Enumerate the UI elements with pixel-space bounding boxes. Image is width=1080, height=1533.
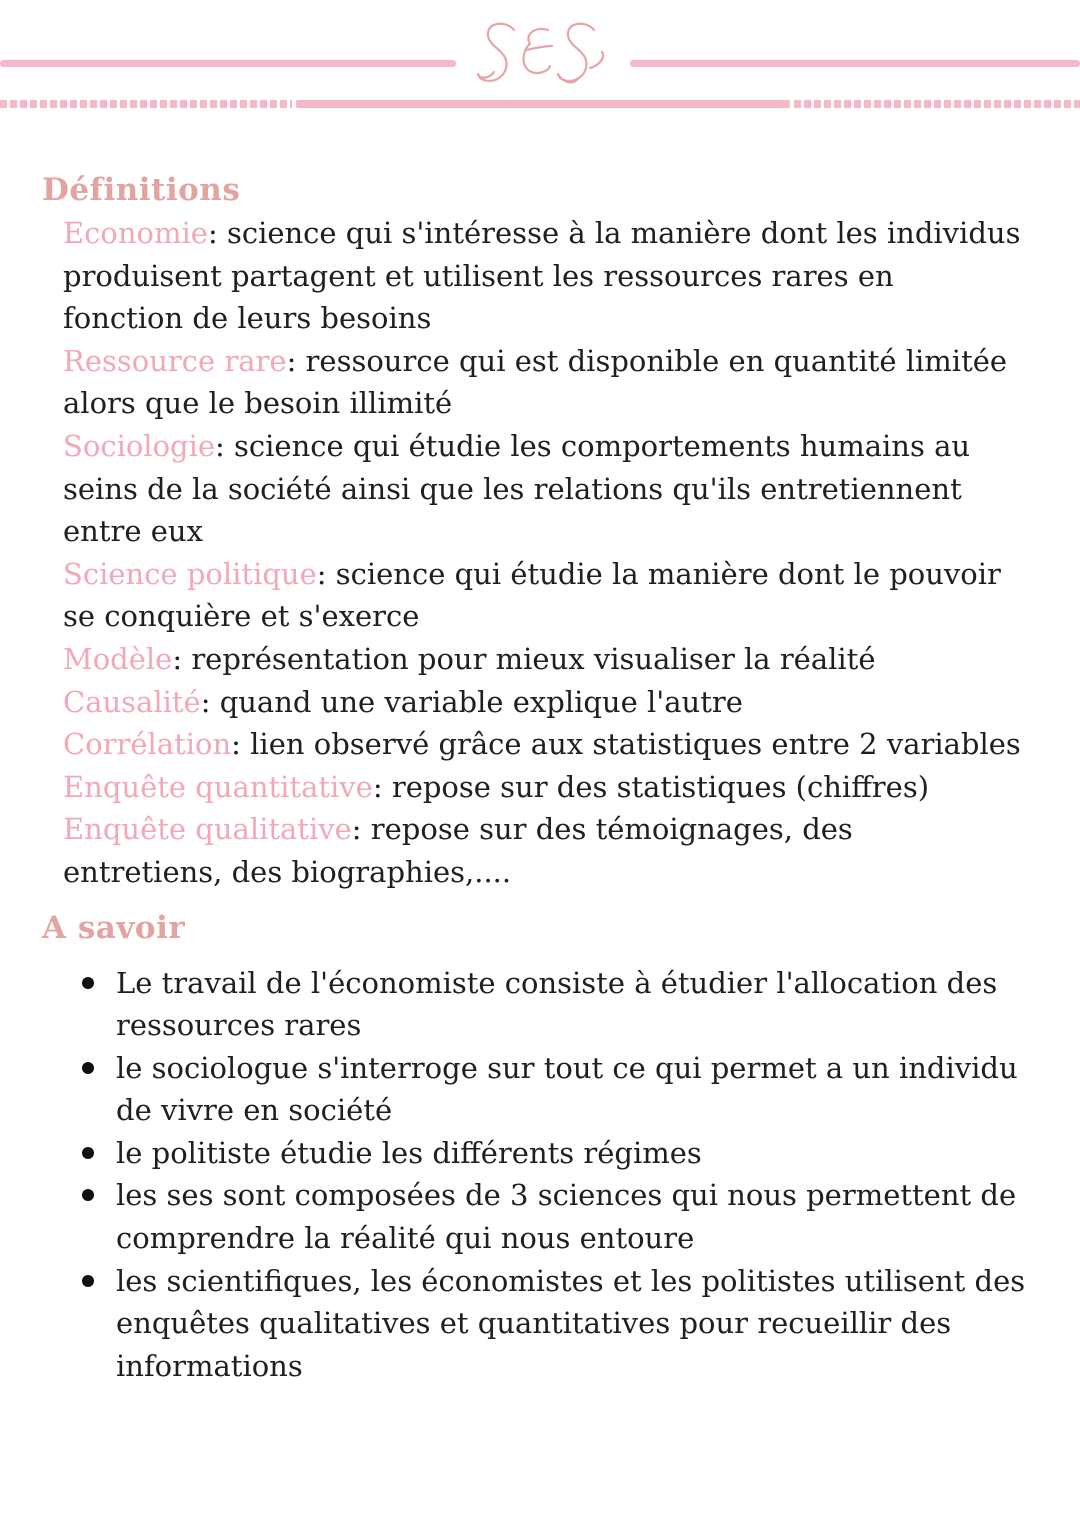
definition-text: : science qui étudie la manière dont le pouvoir se conquière et s'exerce xyxy=(63,556,1001,634)
bullet-icon xyxy=(82,977,94,989)
bullet-icon xyxy=(82,1147,94,1159)
definition-text: : représentation pour mieux visualiser la réalité xyxy=(172,641,876,676)
list-item-text: les ses sont composées de 3 sciences qui nous permettent de comprendre la réalité qui nous entoure xyxy=(116,1178,1017,1256)
definition-item xyxy=(63,723,1021,766)
definition-text: : science qui s'intéresse à la manière dont les individus produisent partagent et utilisent les ressources rares en fonction de leurs besoins xyxy=(63,216,1021,336)
definition-term: Enquête quantitative xyxy=(63,769,373,804)
list-item xyxy=(42,1260,1026,1388)
list-item-text: le politiste étudie les différents régimes xyxy=(116,1135,702,1170)
definition-item xyxy=(63,553,1021,638)
definition-text: : lien observé grâce aux statistiques entre 2 variables xyxy=(231,727,1021,762)
definition-item xyxy=(63,681,1021,724)
a-savoir-heading: A savoir xyxy=(42,909,186,946)
definitions-list xyxy=(42,212,1032,894)
decorative-line-top-right xyxy=(630,60,1080,67)
definition-term: Ressource rare xyxy=(63,343,287,378)
definition-item xyxy=(63,808,1021,893)
definition-item xyxy=(63,212,1021,340)
list-item xyxy=(42,1047,1026,1132)
list-item-text: le sociologue s'interroge sur tout ce qui permet a un individu de vivre en société xyxy=(116,1050,1018,1128)
list-item xyxy=(42,962,1026,1047)
definitions-heading: Définitions xyxy=(42,172,241,208)
definition-item xyxy=(63,766,1021,809)
definition-text: : repose sur des témoignages, des entretiens, des biographies,.... xyxy=(63,812,853,889)
definition-term: Modèle xyxy=(63,641,173,676)
header-banner xyxy=(0,0,1080,120)
definition-term: Economie xyxy=(63,216,208,250)
definition-term: Causalité xyxy=(63,684,201,719)
definition-term: Corrélation xyxy=(63,727,232,762)
list-item xyxy=(42,1174,1026,1259)
bullet-icon xyxy=(82,1275,94,1287)
definition-item xyxy=(63,340,1021,425)
decorative-line-top-left xyxy=(0,60,456,67)
list-item-text: Le travail de l'économiste consiste à étudier l'allocation des ressources rares xyxy=(116,965,998,1043)
definition-text: : quand une variable explique l'autre xyxy=(200,684,743,719)
definition-term: Sociologie xyxy=(63,428,216,463)
a-savoir-list xyxy=(42,962,1032,1388)
decorative-dashes-left xyxy=(0,100,292,108)
definition-item xyxy=(63,425,1021,553)
page-title xyxy=(466,8,624,104)
bullet-icon xyxy=(82,1062,94,1074)
definition-term: Enquête qualitative xyxy=(63,812,352,847)
definition-text: : ressource qui est disponible en quantité limitée alors que le besoin illimité xyxy=(63,343,1008,421)
decorative-dashes-right xyxy=(794,100,1080,108)
list-item-text: les scientifiques, les économistes et les politistes utilisent des enquêtes qualitatives et quantitatives pour recueillir des informations xyxy=(116,1263,1026,1383)
list-item xyxy=(42,1132,1026,1175)
definition-term: Science politique xyxy=(63,556,317,591)
definition-item xyxy=(63,638,1021,681)
definition-text: : science qui étudie les comportements humains au seins de la société ainsi que les relations qu'ils entretiennent entre eux xyxy=(63,428,971,549)
definition-text: : repose sur des statistiques (chiffres) xyxy=(372,769,930,804)
bullet-icon xyxy=(82,1189,94,1201)
main-content xyxy=(42,168,1032,1387)
